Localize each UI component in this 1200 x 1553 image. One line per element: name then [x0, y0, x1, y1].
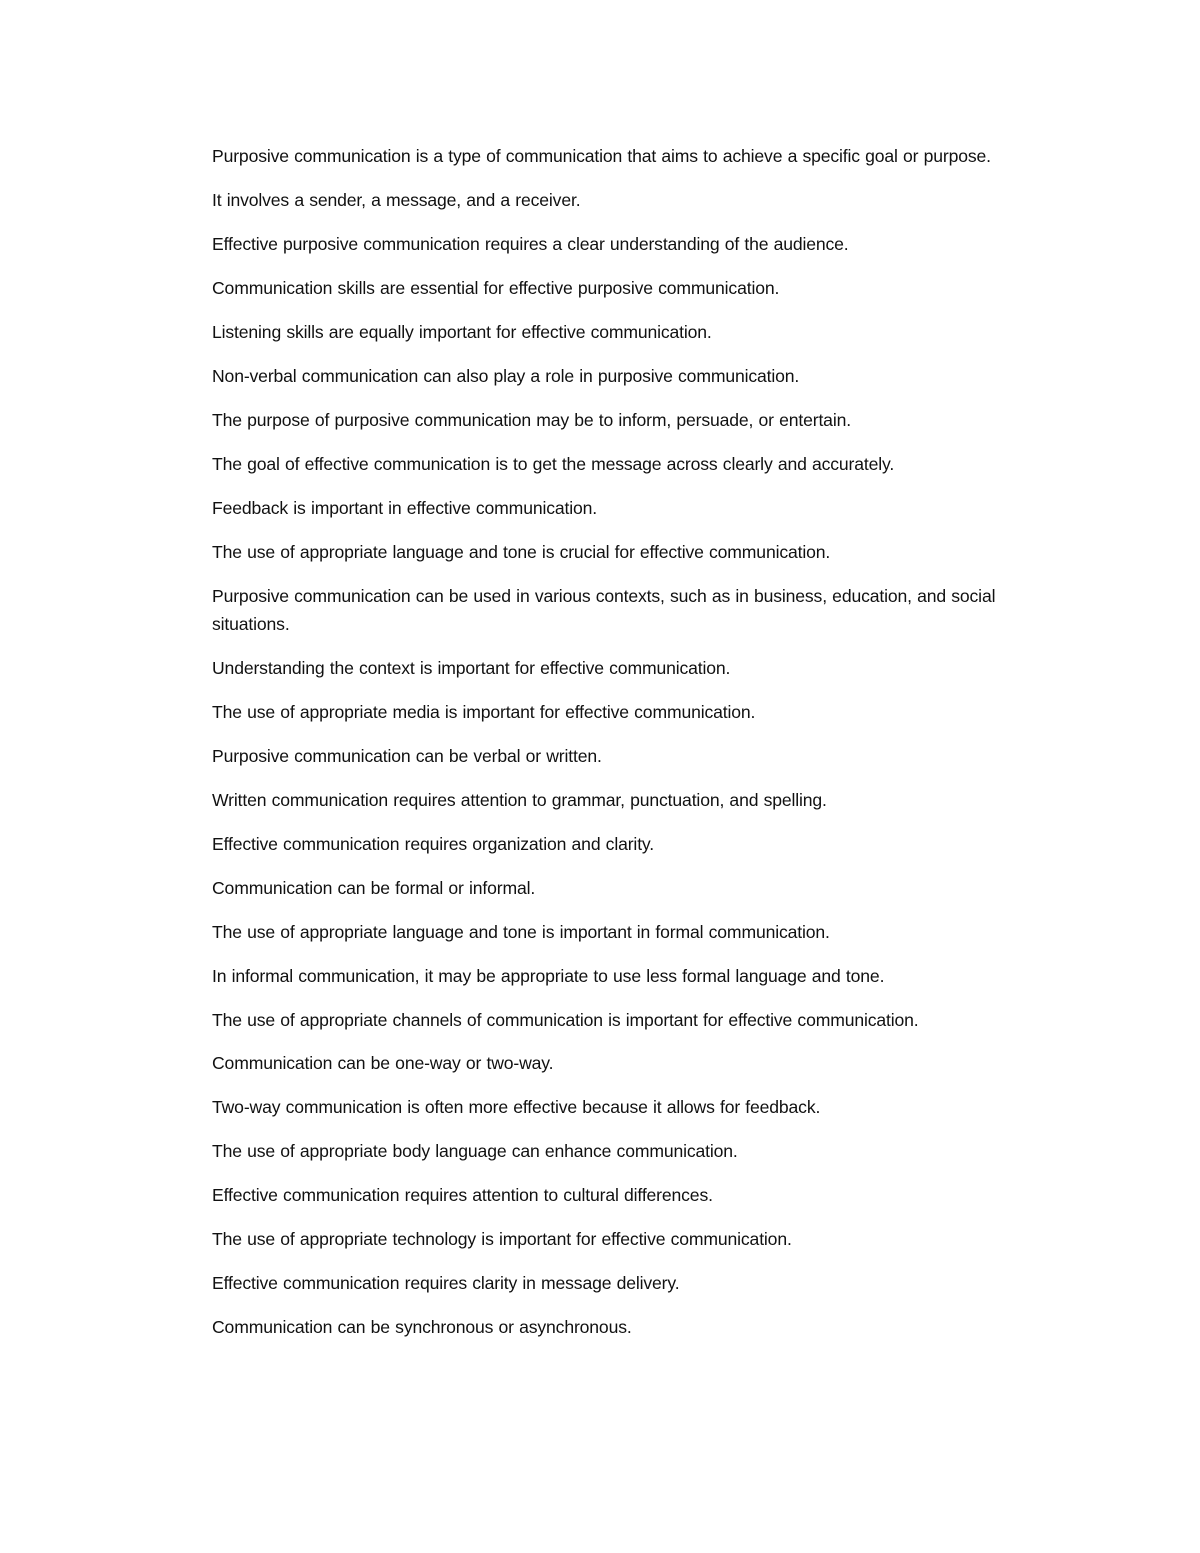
paragraph-24: Effective communication requires attention to cultural differences. — [212, 1185, 713, 1206]
paragraph-5: Listening skills are equally important for effective communication. — [212, 321, 712, 342]
paragraph-3: Effective purposive communication requires a clear understanding of the audience. — [212, 233, 849, 254]
paragraph-23: The use of appropriate body language can enhance communication. — [212, 1141, 738, 1162]
paragraph-21: Communication can be one-way or two-way. — [212, 1053, 554, 1074]
document-body — [212, 143, 1042, 1358]
paragraph-10: The use of appropriate language and tone is crucial for effective communication. — [212, 541, 831, 562]
paragraph-12: Understanding the context is important for effective communication. — [212, 657, 731, 678]
paragraph-11: Purposive communication can be used in various contexts, such as in business, education, and social situations. — [212, 585, 996, 634]
paragraph-4: Communication skills are essential for effective purposive communication. — [212, 277, 780, 298]
paragraph-8: The goal of effective communication is to get the message across clearly and accurately. — [212, 453, 895, 474]
paragraph-26: Effective communication requires clarity in message delivery. — [212, 1273, 680, 1294]
paragraph-13: The use of appropriate media is important for effective communication. — [212, 701, 756, 722]
paragraph-25: The use of appropriate technology is important for effective communication. — [212, 1229, 792, 1250]
paragraph-27: Communication can be synchronous or asynchronous. — [212, 1317, 632, 1338]
paragraph-19: In informal communication, it may be appropriate to use less formal language and tone. — [212, 965, 885, 986]
paragraph-17: Communication can be formal or informal. — [212, 877, 536, 898]
paragraph-7: The purpose of purposive communication may be to inform, persuade, or entertain. — [212, 409, 851, 430]
paragraph-1: Purposive communication is a type of communication that aims to achieve a specific goal or purpose. — [212, 146, 991, 166]
paragraph-14: Purposive communication can be verbal or written. — [212, 745, 602, 766]
paragraph-22: Two-way communication is often more effective because it allows for feedback. — [212, 1097, 821, 1118]
paragraph-2: It involves a sender, a message, and a receiver. — [212, 189, 581, 210]
paragraph-15: Written communication requires attention to grammar, punctuation, and spelling. — [212, 789, 827, 810]
paragraph-9: Feedback is important in effective communication. — [212, 497, 598, 518]
paragraph-16: Effective communication requires organization and clarity. — [212, 833, 655, 854]
paragraph-6: Non-verbal communication can also play a role in purposive communication. — [212, 365, 800, 386]
paragraph-18: The use of appropriate language and tone is important in formal communication. — [212, 921, 830, 942]
paragraph-20: The use of appropriate channels of communication is important for effective communication. — [212, 1009, 919, 1030]
